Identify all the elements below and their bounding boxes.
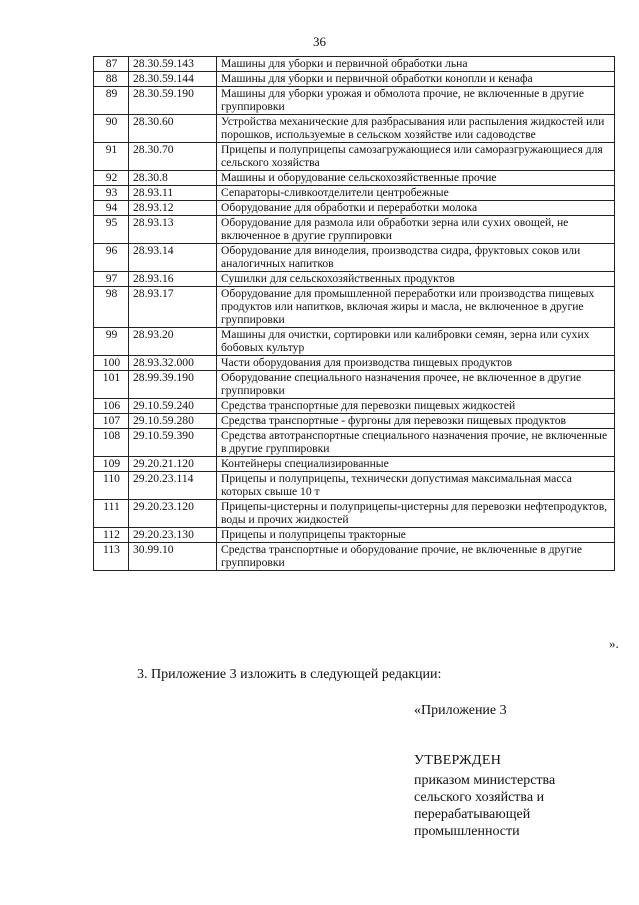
table-row	[94, 472, 615, 500]
okpd-code: 28.99.39.190	[129, 371, 217, 399]
okpd-code: 28.93.20	[129, 328, 217, 356]
row-number: 88	[94, 72, 129, 87]
item-description: Оборудование для промышленной переработки или производства пищевых продуктов или напитков, включая жиры и масла, не включенное в другие группировки	[217, 287, 615, 328]
okpd-code: 29.20.23.130	[129, 528, 217, 543]
table-row	[94, 186, 615, 201]
table-row	[94, 115, 615, 143]
table-row	[94, 399, 615, 414]
table-row	[94, 457, 615, 472]
item-description: Машины для уборки и первичной обработки конопли и кенафа	[217, 72, 615, 87]
table-row	[94, 57, 615, 72]
equipment-table	[93, 56, 615, 571]
table-row	[94, 171, 615, 186]
item-description: Машины для уборки и первичной обработки льна	[217, 57, 615, 72]
approval-block	[414, 752, 555, 840]
okpd-code: 28.30.59.144	[129, 72, 217, 87]
page-number: 36	[313, 34, 326, 49]
table-row	[94, 500, 615, 528]
item-description: Средства транспортные для перевозки пищевых жидкостей	[217, 399, 615, 414]
table-row	[94, 143, 615, 171]
item-description: Прицепы-цистерны и полуприцепы-цистерны для перевозки нефтепродуктов, воды и прочих жидкостей	[217, 500, 615, 528]
table-row	[94, 328, 615, 356]
item-description: Машины для уборки урожая и обмолота прочие, не включенные в другие группировки	[217, 87, 615, 115]
row-number: 97	[94, 272, 129, 287]
row-number: 92	[94, 171, 129, 186]
okpd-code: 28.93.12	[129, 201, 217, 216]
row-number: 96	[94, 244, 129, 272]
approval-line: перерабатывающей	[414, 807, 531, 822]
row-number: 91	[94, 143, 129, 171]
okpd-code: 28.93.13	[129, 216, 217, 244]
item-description: Средства транспортные - фургоны для перевозки пищевых продуктов	[217, 414, 615, 429]
row-number: 94	[94, 201, 129, 216]
table-row	[94, 356, 615, 371]
table-row	[94, 371, 615, 399]
item-description: Сушилки для сельскохозяйственных продуктов	[217, 272, 615, 287]
item-description: Средства транспортные и оборудование прочие, не включенные в другие группировки	[217, 543, 615, 571]
approval-line: приказом министерства	[414, 773, 556, 788]
appendix-label: «Приложение 3	[414, 703, 507, 718]
amendment-instruction: 3. Приложение 3 изложить в следующей редакции:	[137, 667, 442, 682]
okpd-code: 29.10.59.240	[129, 399, 217, 414]
row-number: 111	[94, 500, 129, 528]
item-description: Машины и оборудование сельскохозяйственные прочие	[217, 171, 615, 186]
item-description: Прицепы и полуприцепы самозагружающиеся или саморазгружающиеся для сельского хозяйства	[217, 143, 615, 171]
okpd-code: 28.30.60	[129, 115, 217, 143]
okpd-code: 28.93.16	[129, 272, 217, 287]
okpd-code: 29.10.59.280	[129, 414, 217, 429]
okpd-code: 29.20.23.120	[129, 500, 217, 528]
table-row	[94, 543, 615, 571]
row-number: 93	[94, 186, 129, 201]
okpd-code: 30.99.10	[129, 543, 217, 571]
approval-title: УТВЕРЖДЕН	[414, 753, 502, 768]
row-number: 109	[94, 457, 129, 472]
item-description: Прицепы и полуприцепы, технически допустимая максимальная масса которых свыше 10 т	[217, 472, 615, 500]
row-number: 99	[94, 328, 129, 356]
row-number: 89	[94, 87, 129, 115]
row-number: 100	[94, 356, 129, 371]
item-description: Машины для очистки, сортировки или калибровки семян, зерна или сухих бобовых культур	[217, 328, 615, 356]
table-row	[94, 87, 615, 115]
okpd-code: 28.30.59.190	[129, 87, 217, 115]
okpd-code: 28.30.59.143	[129, 57, 217, 72]
okpd-code: 29.20.23.114	[129, 472, 217, 500]
item-description: Оборудование для обработки и переработки молока	[217, 201, 615, 216]
table-row	[94, 216, 615, 244]
item-description: Контейнеры специализированные	[217, 457, 615, 472]
okpd-code: 28.93.32.000	[129, 356, 217, 371]
row-number: 101	[94, 371, 129, 399]
closing-quote: ».	[609, 636, 619, 651]
row-number: 110	[94, 472, 129, 500]
row-number: 95	[94, 216, 129, 244]
okpd-code: 28.30.8	[129, 171, 217, 186]
item-description: Прицепы и полуприцепы тракторные	[217, 528, 615, 543]
approval-line: промышленности	[414, 824, 520, 839]
item-description: Оборудование специального назначения прочее, не включенное в другие группировки	[217, 371, 615, 399]
okpd-code: 28.93.11	[129, 186, 217, 201]
okpd-code: 28.30.70	[129, 143, 217, 171]
table-row	[94, 72, 615, 87]
item-description: Оборудование для размола или обработки зерна или сухих овощей, не включенное в другие группировки	[217, 216, 615, 244]
row-number: 107	[94, 414, 129, 429]
item-description: Устройства механические для разбрасывания или распыления жидкостей или порошков, используемые в сельском хозяйстве или садоводстве	[217, 115, 615, 143]
table-row	[94, 528, 615, 543]
table-row	[94, 272, 615, 287]
table-row	[94, 414, 615, 429]
table-row	[94, 201, 615, 216]
row-number: 108	[94, 429, 129, 457]
row-number: 112	[94, 528, 129, 543]
item-description: Средства автотранспортные специального назначения прочие, не включенные в другие группировки	[217, 429, 615, 457]
row-number: 106	[94, 399, 129, 414]
okpd-code: 29.10.59.390	[129, 429, 217, 457]
table-row	[94, 287, 615, 328]
row-number: 113	[94, 543, 129, 571]
row-number: 98	[94, 287, 129, 328]
item-description: Части оборудования для производства пищевых продуктов	[217, 356, 615, 371]
row-number: 90	[94, 115, 129, 143]
approval-line: сельского хозяйства и	[414, 790, 545, 805]
okpd-code: 29.20.21.120	[129, 457, 217, 472]
row-number: 87	[94, 57, 129, 72]
okpd-code: 28.93.17	[129, 287, 217, 328]
table-row	[94, 244, 615, 272]
okpd-code: 28.93.14	[129, 244, 217, 272]
item-description: Оборудование для виноделия, производства сидра, фруктовых соков или аналогичных напитков	[217, 244, 615, 272]
table-row	[94, 429, 615, 457]
item-description: Сепараторы-сливкоотделители центробежные	[217, 186, 615, 201]
